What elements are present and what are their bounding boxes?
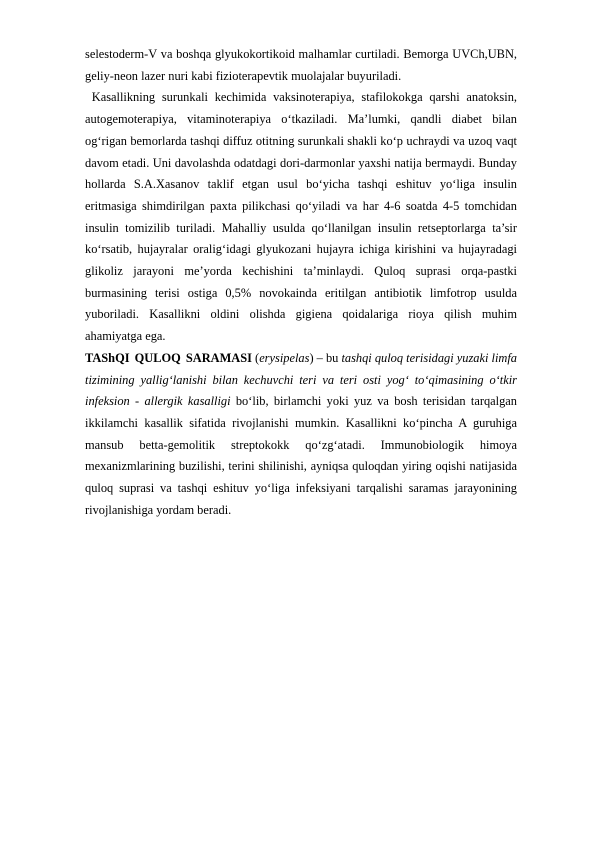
paragraph-treatment: selestoderm-V va boshqa glyukokortikoid malhamlar curtiladi. Bemorga UVCh,UBN, geliy-neon lazer nuri kabi fizioterapevtik muolajalar buyuriladi. — [85, 47, 517, 83]
latin-close: ) – bu — [309, 350, 342, 365]
section-erysipelas — [85, 348, 517, 522]
paragraph-chronic-course — [85, 87, 517, 347]
section-description: bo‘lib, birlamchi yoki yuz va bosh terisidan tarqalgan ikkilamchi kasallik sifatida rivojlanishi mumkin. Kasallikni ko‘pincha A guruhiga mansub betta-gemolitik streptokokk qo‘zg‘atadi. Immunobiologik himoya mexanizmlarining buzilishi, terini shilinishi, ayniqsa quloqdan yiring oqishi natijasida quloq suprasi va tashqi eshituv yo‘liga infeksiyani tarqalishi saramas jarayonining rivojlanishiga yordam beradi. — [85, 394, 517, 517]
section-heading-term: TAShQI QULOQ SARAMASI — [85, 350, 252, 365]
latin-open: ( — [251, 350, 260, 365]
paragraph-indent — [85, 90, 92, 104]
document-body — [85, 44, 517, 521]
latin-term: erysipelas — [259, 350, 310, 365]
section-definition: tashqi quloq terisidagi yuzaki limfa tizimining yallig‘lanishi bilan kechuvchi teri va teri osti yog‘ to‘qimasining o‘tkir infeksion - allergik kasalligi — [85, 350, 517, 409]
paragraph-chronic-text: Kasallikning surunkali kechimida vaksinoterapiya, stafilokokga qarshi anatoksin, autogemoterapiya, vitaminoterapiya o‘tkaziladi. Ma’lumki, qandli diabet bilan og‘rigan bemorlarda tashqi diffuz otitning surunkali shakli ko‘p uchraydi va uzoq vaqt davom etadi. Uni davolashda odatdagi dori-darmonlar yaxshi natija bermaydi. Bunday hollarda S.A.Xasanov taklif etgan usul bo‘yicha tashqi eshituv yo‘liga insulin eritmasiga shimdirilgan paxta pilikchasi qo‘yiladi va har 4-6 soatda 4-5 tomchidan insulin tomizilib turiladi. Mahalliy usulda qo‘llanilgan insulin retseptorlarga ta’sir ko‘rsatib, hujayralar oralig‘idagi glyukozani hujayra ichiga kirishini va hujayradagi glikoliz jarayoni me’yorda kechishini ta’minlaydi. Quloq suprasi orqa-pastki burmasining terisi ostiga 0,5% novokainda eritilgan antibiotik limfotrop usulda yuboriladi. Kasallikni oldini olishda gigiena qoidalariga rioya qilish muhim ahamiyatga ega. — [85, 90, 517, 344]
